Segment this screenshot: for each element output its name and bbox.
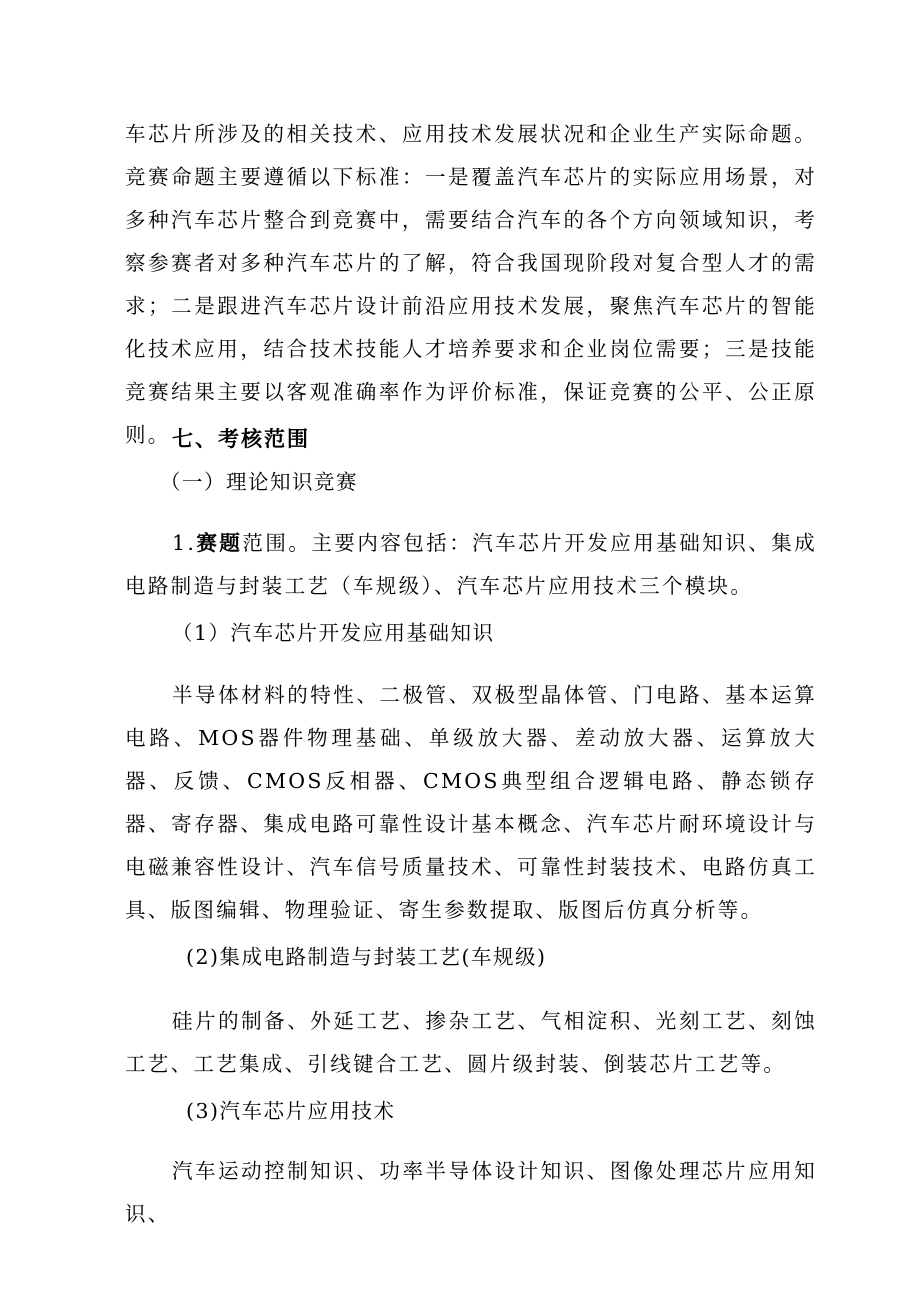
paragraph-application: 汽车运动控制知识、功率半导体设计知识、图像处理芯片应用知识、 — [125, 1159, 817, 1226]
paragraph-process: 硅片的制备、外延工艺、掺杂工艺、气相淀积、光刻工艺、刻蚀工艺、工艺集成、引线键合工艺、圆片级封装、倒装芯片工艺等。 — [125, 1009, 817, 1076]
subsection-heading-theory: （一）理论知识竞赛 — [160, 470, 358, 494]
sub-item-heading-process: (2)集成电路制造与封装工艺(车规级) — [186, 945, 547, 969]
item-1-bold-term: 赛题 — [196, 531, 243, 555]
section-heading-7: 七、考核范围 — [172, 427, 310, 451]
paragraph-item-1 — [125, 522, 817, 608]
paragraph-intro: 车芯片所涉及的相关技术、应用技术发展状况和企业生产实际命题。竞赛命题主要遵循以下标准：一是覆盖汽车芯片的实际应用场景，对多种汽车芯片整合到竞赛中，需要结合汽车的各个方向领域知识，考察参赛者对多种汽车芯片的了解，符合我国现阶段对复合型人才的需求；二是跟进汽车芯片设计前沿应用技术发展，聚焦汽车芯片的智能化技术应用，结合技术技能人才培养要求和企业岗位需要；三是技能竞赛结果主要以客观准确率作为评价标准，保证竞赛的公平、公正原则。 — [125, 122, 817, 447]
paragraph-basic-knowledge: 半导体材料的特性、二极管、双极型晶体管、门电路、基本运算电路、MOS器件物理基础、单级放大器、差动放大器、运算放大器、反馈、CMOS反相器、CMOS典型组合逻辑电路、静态锁存器、寄存器、集成电路可靠性设计基本概念、汽车芯片耐环境设计与电磁兼容性设计、汽车信号质量技术、可靠性封装技术、电路仿真工具、版图编辑、物理验证、寄生参数提取、版图后仿真分析等。 — [125, 683, 817, 922]
sub-item-heading-basic-knowledge: （1）汽车芯片开发应用基础知识 — [172, 621, 495, 645]
item-1-text: 范围。主要内容包括：汽车芯片开发应用基础知识、集成电路制造与封装工艺（车规级）、汽车芯片应用技术三个模块。 — [125, 531, 817, 598]
item-1-number: 1. — [172, 531, 197, 555]
sub-item-heading-application: (3)汽车芯片应用技术 — [186, 1099, 396, 1123]
